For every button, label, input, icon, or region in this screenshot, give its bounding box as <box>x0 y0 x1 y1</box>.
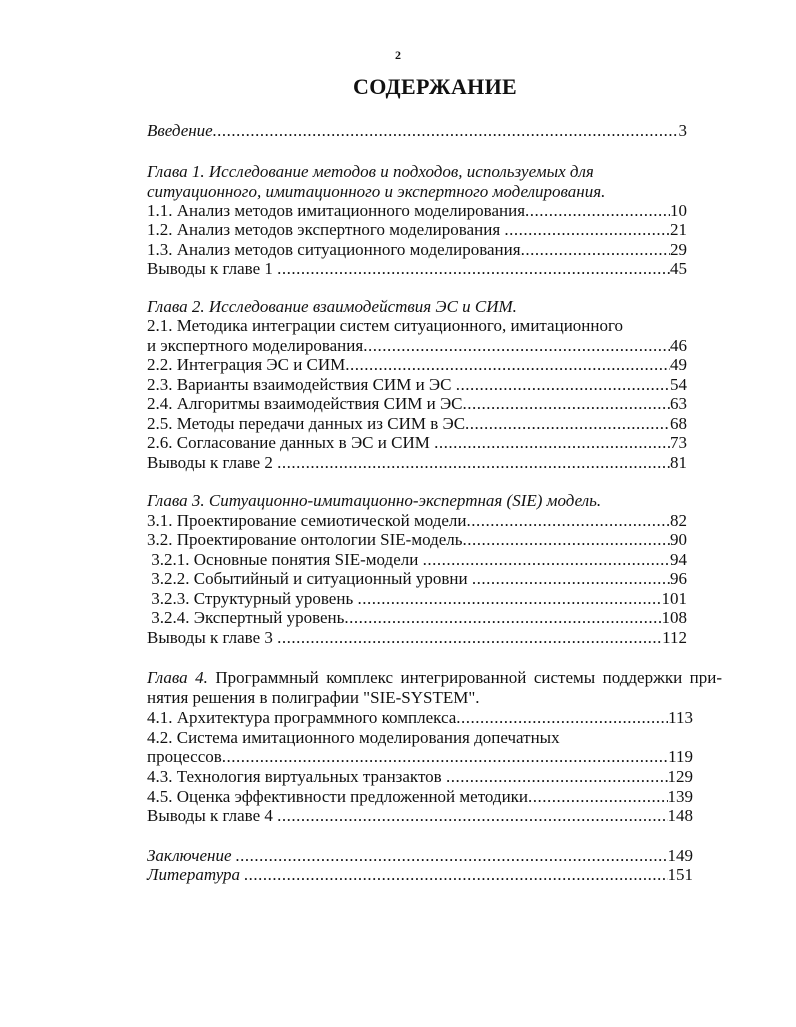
toc-entry-title: 4.5. Оценка эффективности предложенной методики <box>147 787 529 806</box>
toc-entry-title: Введение <box>147 121 213 140</box>
toc-entry-title: 4.1. Архитектура программного комплекса <box>147 708 457 727</box>
dot-leader <box>277 628 662 648</box>
toc-entry-title: Выводы к главе 4 <box>147 806 278 825</box>
toc-entry <box>147 787 693 807</box>
toc-page-number: 49 <box>670 355 687 374</box>
toc-page-number: 149 <box>667 846 693 865</box>
toc-entry-title: Глава 1. Исследование методов и подходов, используемых для <box>147 162 594 181</box>
toc-entry-title: 2.3. Варианты взаимодействия СИМ и ЭС <box>147 375 456 394</box>
toc-entry <box>147 865 693 885</box>
toc-page-number: 45 <box>670 259 687 278</box>
dot-leader <box>504 220 670 240</box>
toc-entry <box>147 511 687 531</box>
toc-page-number: 3 <box>678 121 687 140</box>
toc-entry-title: ситуационного, имитационного и экспертного моделирования. <box>147 182 606 201</box>
dot-leader <box>277 453 670 473</box>
toc-entry <box>147 569 687 589</box>
toc-heading-line <box>147 162 594 182</box>
toc-page-number: 129 <box>667 767 693 786</box>
toc-entry-title: 3.2.3. Структурный уровень <box>147 589 358 608</box>
toc-entry-title: 4.2. Система имитационного моделирования допечатных <box>147 728 560 747</box>
chapter-title: Программный комплекс интегрированной системы поддержки при- <box>207 668 722 687</box>
toc-page-number: 46 <box>670 336 687 355</box>
toc-entry <box>147 806 693 826</box>
toc-heading-line <box>147 688 480 708</box>
toc-page-number: 21 <box>670 220 687 239</box>
toc-entry <box>147 589 687 609</box>
toc-entry-title: Выводы к главе 2 <box>147 453 278 472</box>
toc-page-number: 29 <box>670 240 687 259</box>
toc-entry-title: процессов <box>147 747 222 766</box>
toc-entry-title: нятия решения в полиграфии "SIE-SYSTEM". <box>147 688 480 707</box>
toc-page-number: 73 <box>670 433 687 452</box>
dot-leader <box>472 569 670 589</box>
toc-entry-title: 3.2.2. Событийный и ситуационный уровни <box>147 569 472 588</box>
dot-leader <box>434 433 670 453</box>
toc-entry-title: Глава 2. Исследование взаимодействия ЭС и СИМ. <box>147 297 517 316</box>
chapter-label: Глава 4. <box>147 668 208 687</box>
toc-heading-line <box>147 182 605 202</box>
toc-entry <box>147 220 687 240</box>
toc-page-number: 151 <box>667 865 693 884</box>
toc-entry-title: 3.2.4. Экспертный уровень <box>147 608 345 627</box>
dot-leader <box>465 414 670 434</box>
toc-entry <box>147 259 687 279</box>
dot-leader <box>423 550 670 570</box>
toc-page-number: 10 <box>670 201 687 220</box>
toc-entry <box>147 355 687 375</box>
toc-entry <box>147 628 687 648</box>
toc-page-number: 90 <box>670 530 687 549</box>
toc-heading-line <box>147 668 722 688</box>
toc-heading-line <box>147 728 560 748</box>
toc-entry-title: Выводы к главе 3 <box>147 628 278 647</box>
toc-entry <box>147 414 687 434</box>
toc-entry <box>147 747 693 767</box>
toc-entry <box>147 201 687 221</box>
dot-leader <box>456 708 668 728</box>
toc-page-number: 112 <box>662 628 687 647</box>
toc-entry-title: 1.2. Анализ методов экспертного моделирования <box>147 220 505 239</box>
dot-leader <box>446 767 668 787</box>
toc-page-number: 68 <box>670 414 687 433</box>
toc-entry-title: 2.5. Методы передачи данных из СИМ в ЭС <box>147 414 466 433</box>
dot-leader <box>357 589 661 609</box>
toc-entry <box>147 608 687 628</box>
dot-leader <box>277 259 670 279</box>
toc-entry <box>147 433 687 453</box>
page-number: 2 <box>395 48 401 62</box>
toc-entry-title: 1.1. Анализ методов имитационного моделирования <box>147 201 526 220</box>
toc-entry-title: и экспертного моделирования <box>147 336 364 355</box>
dot-leader <box>467 511 671 531</box>
toc-entry-title: Глава 3. Ситуационно-имитационно-экспертная (SIE) модель. <box>147 491 602 510</box>
toc-entry <box>147 550 687 570</box>
toc-page-number: 54 <box>670 375 687 394</box>
toc-entry <box>147 453 687 473</box>
toc-page-number: 82 <box>670 511 687 530</box>
dot-leader <box>463 530 670 550</box>
toc-entry <box>147 240 687 260</box>
toc-entry <box>147 708 693 728</box>
toc-heading-line <box>147 297 517 317</box>
dot-leader <box>213 121 679 141</box>
toc-heading-line <box>147 491 601 511</box>
toc-page-number: 139 <box>667 787 693 806</box>
toc-entry <box>147 394 687 414</box>
toc-page-number: 94 <box>670 550 687 569</box>
dot-leader <box>277 806 667 826</box>
toc-page-number: 148 <box>667 806 693 825</box>
toc-page-number: 108 <box>661 608 687 627</box>
toc-page-number: 101 <box>661 589 687 608</box>
page-title: СОДЕРЖАНИЕ <box>353 74 517 99</box>
toc-heading-line <box>147 316 623 336</box>
dot-leader <box>463 394 670 414</box>
toc-entry-title: 3.2.1. Основные понятия SIE-модели <box>147 550 423 569</box>
toc-entry-title: 1.3. Анализ методов ситуационного моделирования <box>147 240 521 259</box>
toc-entry-title: 3.1. Проектирование семиотической модели <box>147 511 467 530</box>
toc-entry-title: 2.6. Согласование данных в ЭС и СИМ <box>147 433 435 452</box>
toc-entry <box>147 121 687 141</box>
toc-entry-title: Литература <box>147 865 245 884</box>
dot-leader <box>344 608 661 628</box>
toc-entry-title: 3.2. Проектирование онтологии SIE-модель <box>147 530 463 549</box>
toc-entry <box>147 336 687 356</box>
dot-leader <box>345 355 670 375</box>
dot-leader <box>244 865 667 885</box>
toc-page-number: 96 <box>670 569 687 588</box>
toc-page-number: 81 <box>670 453 687 472</box>
dot-leader <box>456 375 670 395</box>
toc-entry-title: 2.4. Алгоритмы взаимодействия СИМ и ЭС <box>147 394 463 413</box>
dot-leader <box>525 201 670 221</box>
toc-entry <box>147 767 693 787</box>
toc-entry-title: 2.2. Интеграция ЭС и СИМ <box>147 355 346 374</box>
dot-leader <box>222 747 668 767</box>
dot-leader <box>236 846 668 866</box>
toc-heading-text <box>147 668 722 688</box>
dot-leader <box>528 787 667 807</box>
toc-entry <box>147 530 687 550</box>
toc-entry-title: Выводы к главе 1 <box>147 259 278 278</box>
dot-leader <box>521 240 670 260</box>
toc-page-number: 119 <box>668 747 693 766</box>
toc-entry <box>147 375 687 395</box>
toc-page-number: 113 <box>668 708 693 727</box>
toc-entry-title: 4.3. Технология виртуальных транзактов <box>147 767 446 786</box>
toc-entry-title: Заключение <box>147 846 236 865</box>
toc-page-number: 63 <box>670 394 687 413</box>
dot-leader <box>363 336 670 356</box>
toc-entry-title: 2.1. Методика интеграции систем ситуационного, имитационного <box>147 316 624 335</box>
toc-entry <box>147 846 693 866</box>
